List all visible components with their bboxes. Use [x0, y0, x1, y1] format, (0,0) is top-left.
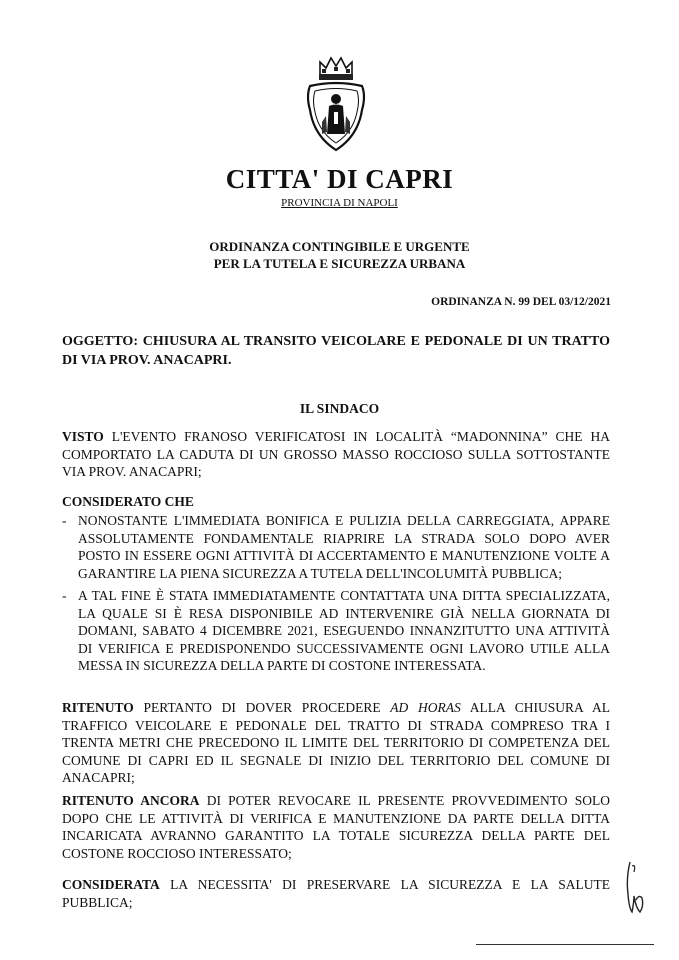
- bullet-text: NONOSTANTE L'IMMEDIATA BONIFICA E PULIZIA DELLA CARREGGIATA, APPARE ASSOLUTAMENTE FONDAMENTALE RIAPRIRE LA STRADA SOLO DOPO AVER POSTO IN ESSERE OGNI ATTIVITÀ DI ACCERTAMENTO E MANUTENZIONE VOLTE A GARANTIRE LA PIENA SICUREZZA A TUTELA DELL'INCOLUMITÀ PUBBLICA;: [78, 513, 610, 581]
- considerato-heading: CONSIDERATO CHE: [62, 494, 194, 509]
- visto-text: L'EVENTO FRANOSO VERIFICATOSI IN LOCALITÀ “MADONNINA” CHE HA COMPORTATO LA CADUTA DI UN GROSSO MASSO ROCCIOSO SULLA SOTTOSTANTE VIA PROV. ANACAPRI;: [62, 429, 610, 479]
- considerata-text: LA NECESSITA' DI PRESERVARE LA SICUREZZA E LA SALUTE PUBBLICA;: [62, 877, 610, 910]
- bullet-dash: -: [62, 513, 67, 528]
- signature-line: [476, 944, 654, 945]
- ritenuto-paragraph: [62, 699, 610, 787]
- province-name: PROVINCIA DI NAPOLI: [281, 197, 398, 209]
- bullet-dash: -: [62, 588, 67, 603]
- mayor-heading: IL SINDACO: [299, 401, 380, 416]
- considerato-bullet: [62, 512, 610, 582]
- ritenuto-ancora-paragraph: [62, 792, 610, 862]
- ritenuto-italic: AD HORAS: [390, 700, 461, 715]
- ritenuto-text-before: PERTANTO DI DOVER PROCEDERE: [133, 700, 391, 715]
- visto-paragraph: [62, 428, 610, 481]
- ritenuto-ancora-label: RITENUTO ANCORA: [62, 793, 200, 808]
- visto-label: VISTO: [62, 429, 104, 444]
- subject-paragraph: OGGETTO: CHIUSURA AL TRANSITO VEICOLARE E PEDONALE DI UN TRATTO DI VIA PROV. ANACAPRI.: [62, 334, 610, 368]
- bullet-text: A TAL FINE È STATA IMMEDIATAMENTE CONTATTATA UNA DITTA SPECIALIZZATA, LA QUALE SI È RESA DISPONIBILE AD INTERVENIRE GIÀ NELLA GIORNATA DI DOMANI, SABATO 4 DICEMBRE 2021, ESEGUENDO INNANZITUTTO UNA ATTIVITÀ DI VERIFICA E PREDISPONENDO SUCCESSIVAMENTE OGNI LAVORO UTILE ALLA MESSA IN SICUREZZA DELLA PARTE DI COSTONE INTERESSATA.: [78, 588, 610, 673]
- considerato-bullet: [62, 587, 610, 675]
- city-coat-of-arms-icon: [296, 52, 376, 156]
- ordinance-title-line-1: ORDINANZA CONTINGIBILE E URGENTE: [209, 239, 470, 254]
- considerata-label: CONSIDERATA: [62, 877, 160, 892]
- considerata-paragraph: [62, 876, 610, 911]
- city-name: CITTA' DI CAPRI: [225, 164, 454, 194]
- ritenuto-ancora-text: DI POTER REVOCARE IL PRESENTE PROVVEDIMENTO SOLO DOPO CHE LE ATTIVITÀ DI VERIFICA E MANUTENZIONE DA PARTE DELLA DITTA INCARICATA AVRANNO GARANTITO LA TOTALE SICUREZZA DELLA PARTE DEL COSTONE ROCCIOSO INTERESSATO;: [62, 793, 610, 861]
- ritenuto-text-after: ALLA CHIUSURA AL TRAFFICO VEICOLARE E PEDONALE DEL TRATTO DI STRADA COMPRESO TRA I TRENTA METRI CHE PRECEDONO IL LIMITE DEL TERRITORIO DI COMPETENZA DEL COMUNE DI CAPRI ED IL SEGNALE DI INIZIO DEL TERRITORIO DEL COMUNE DI ANACAPRI;: [62, 700, 610, 785]
- ordinance-title-line-2: PER LA TUTELA E SICUREZZA URBANA: [213, 256, 466, 271]
- ordinance-reference: ORDINANZA N. 99 DEL 03/12/2021: [431, 296, 611, 308]
- ritenuto-label: RITENUTO: [62, 700, 134, 715]
- handwritten-initials-icon: [622, 858, 652, 918]
